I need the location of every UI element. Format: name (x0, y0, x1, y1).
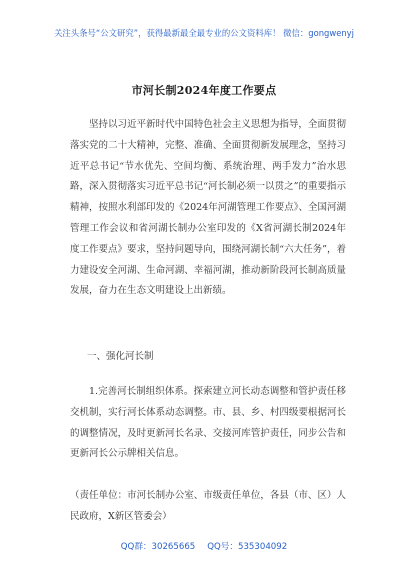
qq-group-number: QQ群：30265665 (120, 542, 196, 552)
header-promo-note: 关注头条号“公文研究”，获得最新最全最专业的公文资料库！ 微信：gongwenyj (54, 28, 354, 38)
intro-paragraph: 坚持以习近平新时代中国特色社会主义思想为指导，全面贯彻落实党的二十大精神，完整、准确、全面贯彻新发展理念，坚持习近平总书记“节水优先、空间均衡、系统治理、两手发力”治水思路，深入贯彻落实习近平总书记“河长制必须一以贯之”的重要指示精神，按照水利部印发的《2024年河湖管理工作要点》、全国河湖管理工作会议和省河湖长制办公室印发的《X省河湖长制2024年度工作要点》要求，坚持问题导向，围绕河湖长制“六大任务”，着力建设安全河湖、生命河湖、幸福河湖，推动新阶段河长制高质量发展，奋力在生态文明建设上出新绩。 (70, 119, 346, 297)
responsibility-paragraph: （责任单位：市河长制办公室、市级责任单位，各县（市、区）人民政府，X新区管委会） (70, 490, 346, 522)
footer-contact (0, 540, 408, 552)
qq-number: QQ号：535304092 (207, 542, 288, 552)
item-paragraph: 1.完善河长制组织体系。探索建立河长动态调整和管护责任移交机制，实行河长体系动态调整。市、县、乡、村四级要根据河长的调整情况，及时更新河长名录、交接河库管护责任，同步公告和更新河长公示牌相关信息。 (70, 386, 346, 460)
document-title: 市河长制2024年度工作要点 (131, 84, 277, 97)
section-heading: 一、强化河长制 (87, 351, 154, 362)
